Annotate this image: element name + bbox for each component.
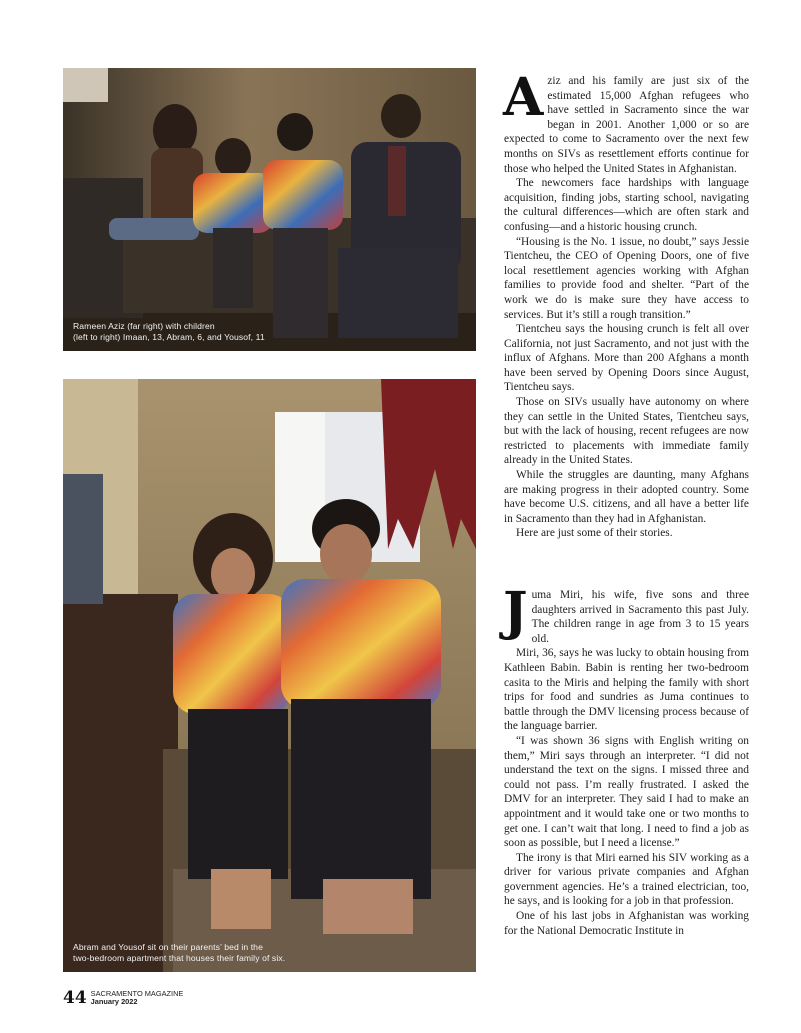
brothers-photo — [63, 379, 476, 972]
brothers-photo-caption — [73, 942, 285, 964]
brothers-photo-image — [63, 379, 476, 972]
caption-line: Rameen Aziz (far right) with children — [73, 321, 215, 331]
paragraph-text: uma Miri, his wife, five sons and three daughters arrived in Sacramento this past July. The children range in age from 3 to 15 years old. — [531, 589, 749, 645]
article-section-miri — [503, 581, 749, 938]
article-paragraph: The irony is that Miri earned his SIV working as a driver for various private companies and Afghan government agencies. He’s a trained electrician, too, he says, and is looking for a job in that profession. — [504, 851, 749, 908]
caption-line: Abram and Yousof sit on their parents’ bed in the — [73, 942, 263, 952]
page-footer — [63, 988, 183, 1008]
publication-info — [91, 990, 184, 1007]
drop-cap: A — [503, 67, 544, 128]
article-paragraph: “I was shown 36 signs with English writing on them,” Miri says through an interpreter. “I did not understand the text on the signs. I missed three and could not pass. I’m really frustrated. I asked the DMV for an interpreter. They said I had to make an appointment and it would take one or two months to get one. I can’t wait that long. I need to find a job as soon as possible, but I need a license.” — [504, 734, 749, 850]
article-paragraph: One of his last jobs in Afghanistan was working for the National Democratic Institute in — [504, 910, 749, 937]
article-paragraph — [503, 581, 749, 646]
family-photo-caption — [73, 321, 265, 343]
article-section-aziz — [503, 67, 749, 541]
article-paragraph: The newcomers face hardships with language acquisition, finding jobs, starting school, navigating the cultural differences—which are often stark and confusing—and a historic housing crunch. — [504, 177, 749, 233]
issue-date: January 2022 — [90, 997, 138, 1006]
article-paragraph: Miri, 36, says he was lucky to obtain housing from Kathleen Babin. Babin is renting her two-bedroom casita to the Miris and helping the family with short trips for food and sundries as Juma continues to battle through the DMV licensing process because of the language barrier. — [504, 647, 749, 733]
family-photo — [63, 68, 476, 351]
article-paragraph: Tientcheu says the housing crunch is felt all over California, not just Sacramento, and not just with the influx of Afghans. More than 200 Afghans a month have been served by Opening Doors since August, Tientcheu says. — [504, 323, 749, 394]
publication-name: SACRAMENTO MAGAZINE — [90, 988, 184, 998]
page-number: 44 — [63, 988, 87, 1008]
article-paragraph — [503, 67, 749, 176]
article-paragraph: “Housing is the No. 1 issue, no doubt,” says Jessie Tientcheu, the CEO of Opening Doors, one of five local resettlement agencies working with Afghan families to provide food and shelter. “Part of the work we do is make sure they have access to services. But it’s still a rough transition.” — [504, 235, 749, 321]
article-paragraph: Those on SIVs usually have autonomy on where they can settle in the United States, Tientcheu says, but with the lack of housing, recent refugees are now restricted to placements with immediate family already in the United States. — [504, 396, 749, 467]
paragraph-text: ziz and his family are just six of the estimated 15,000 Afghan refugees who have settled in Sacramento since the war began in 2001. Another 1,000 or so are expected to come to Sacramento over the next few months on SIVs as resettlement efforts continue for those who helped the United States in Afghanistan. — [504, 75, 749, 175]
caption-line: (left to right) Imaan, 13, Abram, 6, and Yousof, 11 — [73, 332, 265, 342]
article-paragraph: While the struggles are daunting, many Afghans are making progress in their adopted country. Some have become U.S. citizens, and all have a better life in Sacramento than they had in Afghanistan. — [504, 469, 749, 525]
family-photo-image — [63, 68, 476, 351]
drop-cap: J — [503, 581, 528, 642]
article-paragraph: Here are just some of their stories. — [516, 527, 673, 540]
caption-line: two-bedroom apartment that houses their family of six. — [73, 953, 286, 963]
